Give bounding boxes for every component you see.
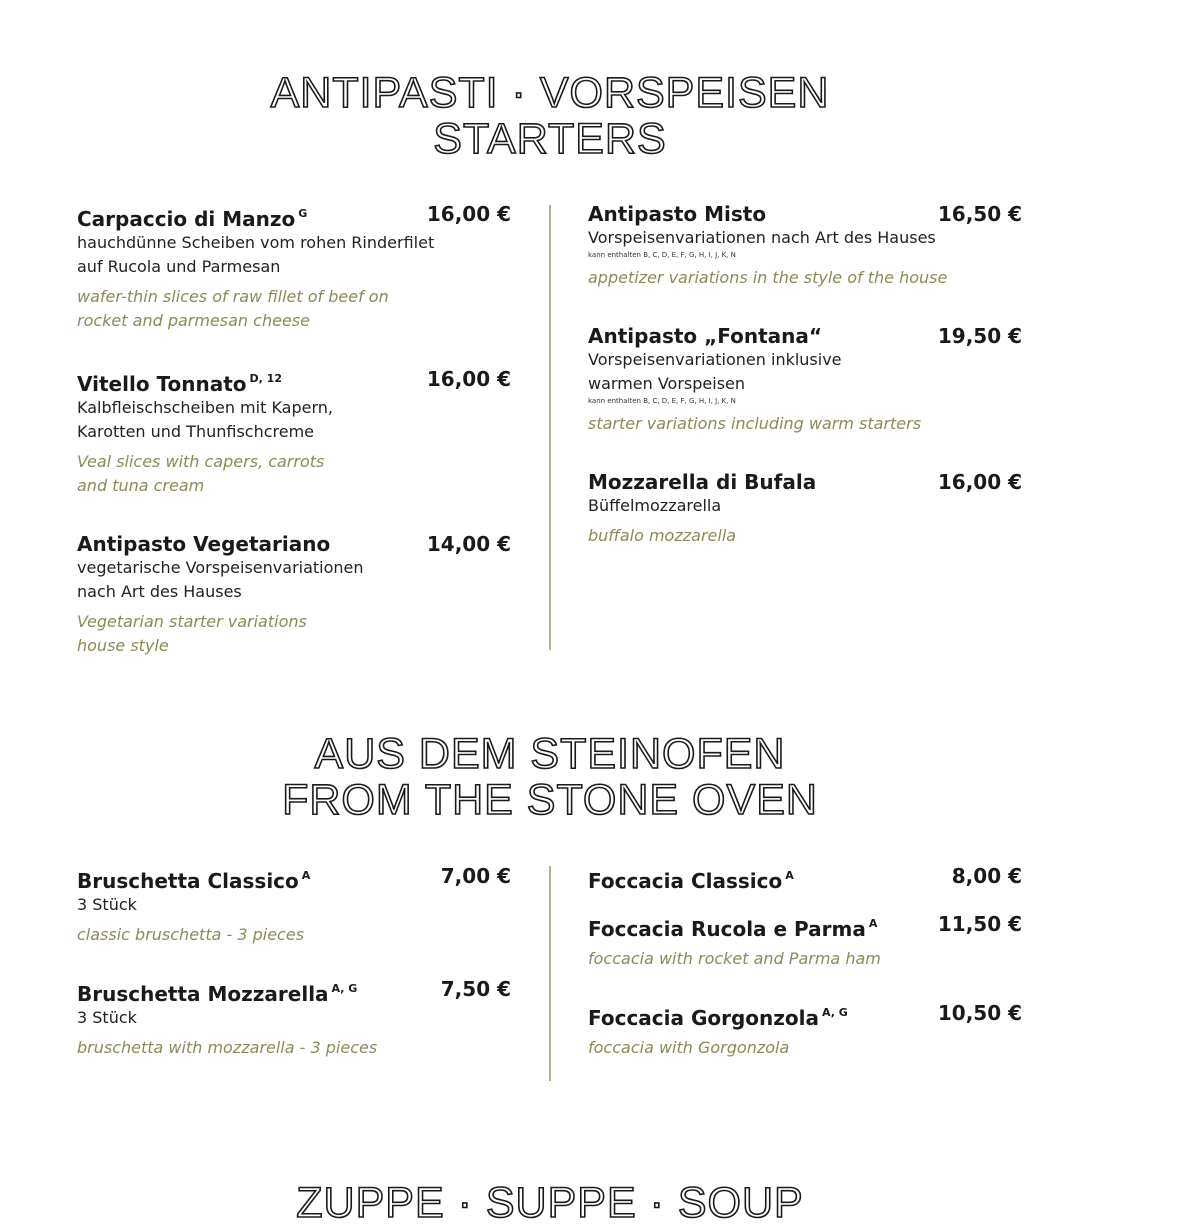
item-description-en (588, 1036, 1022, 1060)
menu-item (77, 202, 511, 333)
item-name: Bruschetta Classico (77, 869, 299, 893)
description-line: classic bruschetta - 3 pieces (77, 925, 305, 944)
menu-item (77, 977, 511, 1060)
item-description-de (588, 494, 1022, 518)
item-name: Antipasto Vegetariano (77, 532, 331, 556)
description-line: warmen Vorspeisen (588, 374, 746, 393)
item-description-en (588, 412, 1022, 436)
description-line: appetizer variations in the style of the house (588, 268, 948, 287)
description-line: Kalbfleischscheiben mit Kapern, (77, 398, 333, 417)
item-name: Antipasto „Fontana“ (588, 324, 823, 348)
item-description-de (77, 893, 511, 917)
menu-item (588, 912, 1022, 971)
description-line: Büffelmozzarella (588, 496, 722, 515)
item-name: Carpaccio di Manzo (77, 207, 296, 231)
description-line: bruschetta with mozzarella - 3 pieces (77, 1038, 378, 1057)
item-description-en (77, 610, 511, 658)
section-title-zuppe (0, 1179, 1100, 1227)
menu-item (588, 202, 1022, 290)
item-name: Foccacia Rucola e Parma (588, 917, 866, 941)
item-price: 10,50 € (937, 1001, 1022, 1025)
item-description-en (77, 285, 511, 333)
item-description-de (77, 556, 511, 604)
item-price: 19,50 € (937, 324, 1022, 348)
description-line: vegetarische Vorspeisenvariationen (77, 558, 364, 577)
antipasti-left-column (77, 202, 511, 658)
item-price: 16,50 € (937, 202, 1022, 226)
item-price: 7,50 € (440, 977, 511, 1001)
item-price: 16,00 € (937, 470, 1022, 494)
section-title-antipasti (0, 70, 1100, 162)
description-line: house style (77, 636, 169, 655)
menu-item (588, 864, 1022, 893)
item-description-en (588, 266, 1022, 290)
description-line: and tuna cream (77, 476, 205, 495)
steinofen-left-column (77, 864, 511, 1060)
description-line: Karotten und Thunfischcreme (77, 422, 315, 441)
allergen-codes: A, G (331, 982, 358, 995)
description-line: hauchdünne Scheiben vom rohen Rinderfilet (77, 233, 435, 252)
description-line: 3 Stück (77, 1008, 137, 1027)
description-line: foccacia with Gorgonzola (588, 1038, 790, 1057)
column-divider (549, 866, 551, 1081)
steinofen-right-column (588, 864, 1022, 1060)
menu-item (588, 470, 1022, 548)
description-line: Vorspeisenvariationen inklusive (588, 350, 842, 369)
menu-item (77, 864, 511, 947)
menu-item (77, 367, 511, 498)
item-name: Vitello Tonnato (77, 372, 247, 396)
item-description-de (77, 1006, 511, 1030)
item-description-de (588, 348, 1022, 396)
item-name: Antipasto Misto (588, 202, 767, 226)
item-description-en (77, 1036, 511, 1060)
item-description-de (77, 231, 511, 279)
item-price: 11,50 € (937, 912, 1022, 936)
description-line: Vorspeisenvariationen nach Art des Hauses (588, 228, 936, 247)
item-description-de (588, 226, 1022, 250)
section-title-line: ZUPPE · SUPPE · SOUP (296, 1179, 804, 1227)
allergen-codes: A, G (822, 1006, 848, 1019)
item-name: Bruschetta Mozzarella (77, 982, 329, 1006)
item-price: 7,00 € (440, 864, 511, 888)
section-title-steinofen (0, 731, 1100, 823)
allergen-codes: A (868, 917, 878, 930)
description-line: starter variations including warm starters (588, 414, 922, 433)
item-price: 14,00 € (426, 532, 511, 556)
allergen-note: kann enthalten B, C, D, E, F, G, H, I, J, K, N (588, 251, 736, 259)
item-name: Mozzarella di Bufala (588, 470, 817, 494)
column-divider (549, 205, 551, 650)
antipasti-right-column (588, 202, 1022, 548)
description-line: 3 Stück (77, 895, 137, 914)
item-name: Foccacia Classico (588, 869, 783, 893)
description-line: nach Art des Hauses (77, 582, 242, 601)
allergen-codes: A (785, 869, 794, 882)
allergen-note: kann enthalten B, C, D, E, F, G, H, I, J, K, N (588, 397, 736, 405)
description-line: buffalo mozzarella (588, 526, 737, 545)
item-description-de (77, 396, 511, 444)
allergen-codes: G (298, 207, 308, 220)
section-title-line: ANTIPASTI · VORSPEISEN (270, 69, 830, 117)
allergen-codes: D, 12 (249, 372, 282, 385)
section-title-line: AUS DEM STEINOFEN (314, 730, 786, 778)
description-line: wafer-thin slices of raw fillet of beef on (77, 287, 389, 306)
description-line: foccacia with rocket and Parma ham (588, 949, 881, 968)
menu-item (588, 324, 1022, 436)
item-name: Foccacia Gorgonzola (588, 1006, 820, 1030)
description-line: Vegetarian starter variations (77, 612, 307, 631)
section-title-line: FROM THE STONE OVEN (282, 776, 818, 824)
menu-item (77, 532, 511, 658)
item-price: 16,00 € (426, 202, 511, 226)
description-line: Veal slices with capers, carrots (77, 452, 325, 471)
section-title-line: STARTERS (433, 115, 667, 163)
allergen-codes: A (301, 869, 311, 882)
item-description-en (588, 947, 1022, 971)
item-description-en (77, 923, 511, 947)
menu-item (588, 1001, 1022, 1060)
item-price: 8,00 € (951, 864, 1022, 888)
item-price: 16,00 € (426, 367, 511, 391)
item-description-en (588, 524, 1022, 548)
description-line: auf Rucola und Parmesan (77, 257, 281, 276)
item-description-en (77, 450, 511, 498)
description-line: rocket and parmesan cheese (77, 311, 310, 330)
